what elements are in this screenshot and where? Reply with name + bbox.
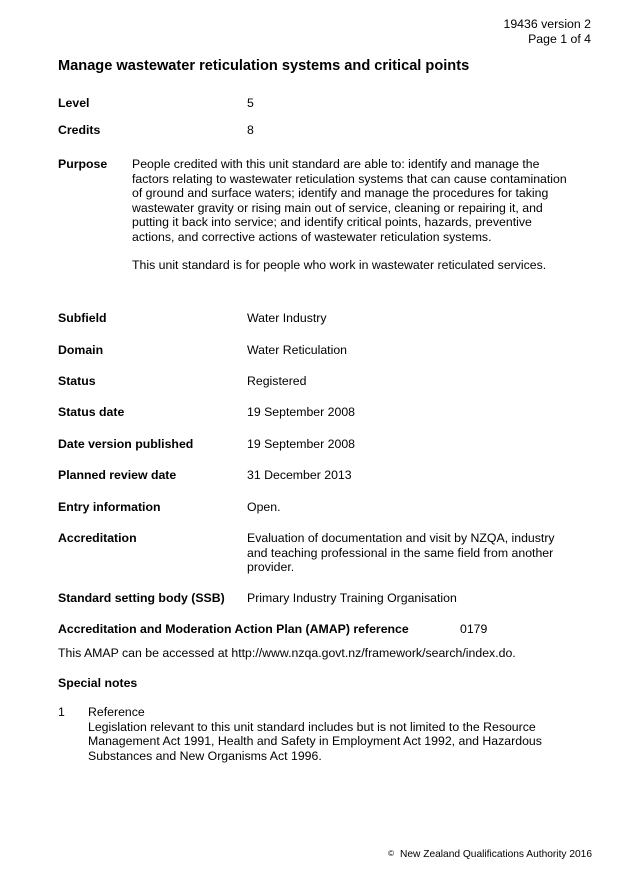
detail-label: Standard setting body (SSB) <box>58 591 225 605</box>
detail-value: Water Reticulation <box>247 343 348 357</box>
page-footer <box>388 848 592 861</box>
note-number: 1 <box>58 705 65 719</box>
purpose-label: Purpose <box>58 157 108 171</box>
credits-label: Credits <box>58 123 101 137</box>
amap-label: Accreditation and Moderation Action Plan (AMAP) reference <box>58 622 409 636</box>
detail-value: Registered <box>247 374 307 388</box>
detail-label: Subfield <box>58 311 107 325</box>
purpose-paragraph: This unit standard is for people who work in wastewater reticulated services. <box>132 258 547 272</box>
purpose-text <box>132 157 572 273</box>
level-label: Level <box>58 96 90 110</box>
detail-value: Evaluation of documentation and visit by NZQA, industry and teaching professional in the same field from another provider. <box>247 531 555 574</box>
amap-access-text: This AMAP can be accessed at http://www.nzqa.govt.nz/framework/search/index.do. <box>58 646 516 660</box>
copyright-icon: © <box>388 849 395 858</box>
level-value: 5 <box>247 96 254 110</box>
page-info: Page 1 of 4 <box>528 31 591 46</box>
detail-label: Accreditation <box>58 531 137 545</box>
note-title: Reference <box>88 705 145 719</box>
detail-label: Date version published <box>58 437 194 451</box>
footer-text: New Zealand Qualifications Authority 2016 <box>400 849 592 860</box>
detail-value: Water Industry <box>247 311 327 325</box>
page-header <box>503 17 591 46</box>
amap-value: 0179 <box>460 622 488 636</box>
detail-label: Domain <box>58 343 104 357</box>
standard-version: 19436 version 2 <box>503 17 591 31</box>
detail-value: 19 September 2008 <box>247 437 356 451</box>
detail-value: Open. <box>247 500 281 514</box>
special-notes-heading: Special notes <box>58 676 138 690</box>
detail-value: Primary Industry Training Organisation <box>247 591 457 605</box>
note-body <box>88 705 578 763</box>
note-text: Legislation relevant to this unit standard includes but is not limited to the Resource Management Act 1991, Health and Safety in Employment Act 1992, and Hazardous Substances and New Organisms Act 1996. <box>88 719 542 763</box>
credits-value: 8 <box>247 123 254 137</box>
detail-label: Status date <box>58 405 125 419</box>
detail-label: Planned review date <box>58 468 177 482</box>
detail-label: Status <box>58 374 96 388</box>
detail-value: 31 December 2013 <box>247 468 352 482</box>
detail-value: 19 September 2008 <box>247 405 356 419</box>
document-title: Manage wastewater reticulation systems and critical points <box>58 58 470 74</box>
purpose-paragraph: People credited with this unit standard are able to: identify and manage the factors relating to wastewater reticulation systems that can cause contamination of ground and surface waters; identify and manage the procedures for taking wastewater gravity or rising main out of service, cleaning or repairing it, and putting it back into service; and identify critical points, hazards, preventive actions, and corrective actions of wastewater reticulation systems. <box>132 157 567 244</box>
detail-label: Entry information <box>58 500 161 514</box>
